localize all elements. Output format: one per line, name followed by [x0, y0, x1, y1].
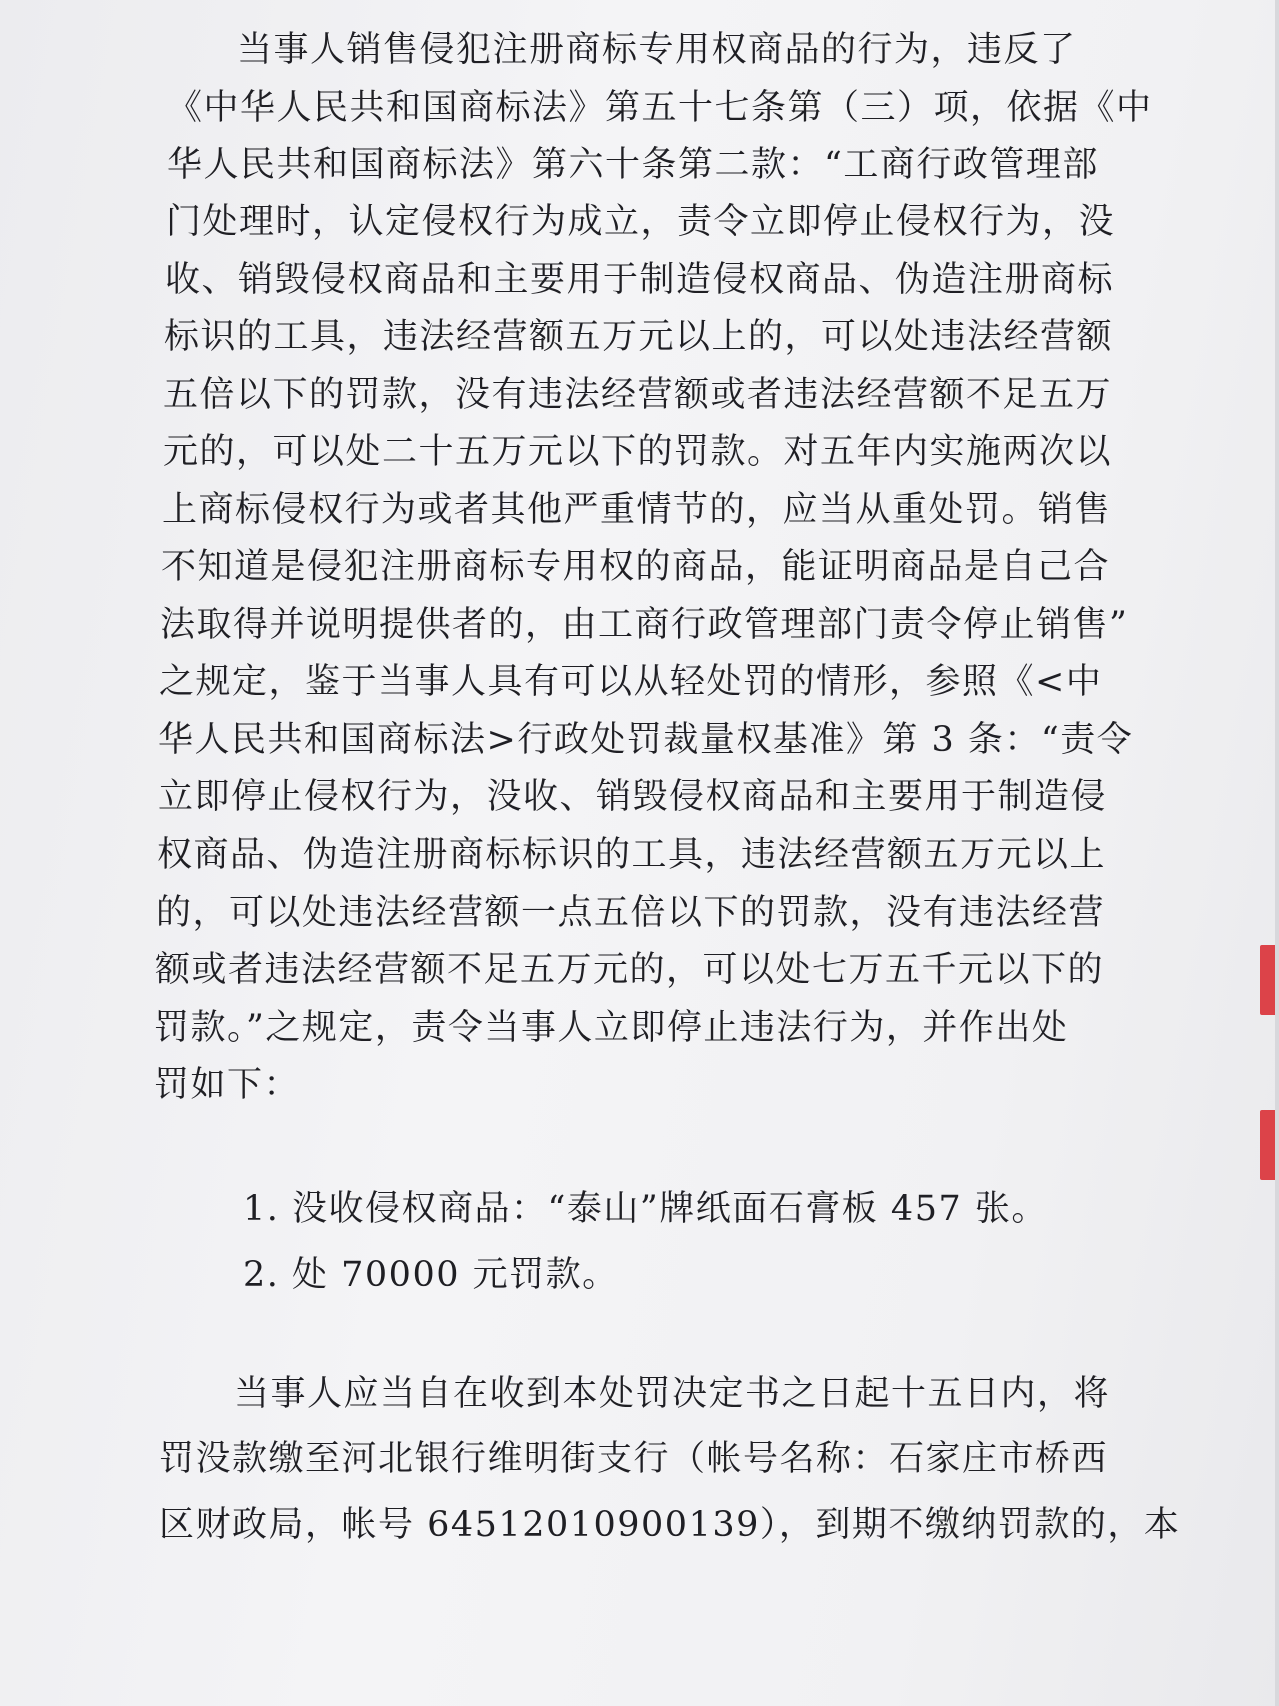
- paragraph-line: 上商标侵权行为或者其他严重情节的，应当从重处罚。销售: [162, 490, 1112, 530]
- paragraph-line: 法取得并说明提供者的，由工商行政管理部门责令停止销售”: [160, 605, 1129, 645]
- paragraph-line: 之规定，鉴于当事人具有可以从轻处罚的情形，参照《<中: [159, 662, 1103, 702]
- paragraph-line: 当事人销售侵犯注册商标专用权商品的行为，违反了: [237, 30, 1077, 70]
- paragraph-line: 元的，可以处二十五万元以下的罚款。对五年内实施两次以: [163, 432, 1113, 472]
- paragraph-line: 的，可以处违法经营额一点五倍以下的罚款，没有违法经营: [156, 893, 1106, 933]
- paragraph-line: 华人民共和国商标法>行政处罚裁量权基准》第 3 条：“责令: [158, 720, 1134, 760]
- paragraph-line: 权商品、伪造注册商标标识的工具，违法经营额五万元以上: [157, 835, 1107, 875]
- paragraph-line: 收、销毁侵权商品和主要用于制造侵权商品、伪造注册商标: [165, 260, 1115, 300]
- paragraph-line: 《中华人民共和国商标法》第五十七条第（三）项，依据《中: [167, 88, 1153, 128]
- paragraph-line: 不知道是侵犯注册商标专用权的商品，能证明商品是自己合: [161, 547, 1111, 587]
- paragraph-line: 罚没款缴至河北银行维明街支行（帐号名称：石家庄市桥西: [159, 1439, 1109, 1479]
- page-edge: [1275, 0, 1279, 1706]
- paragraph-line: 门处理时，认定侵权行为成立，责令立即停止侵权行为，没: [166, 202, 1116, 242]
- penalty-item: 2. 处 70000 元罚款。: [243, 1255, 619, 1295]
- paragraph-line: 当事人应当自在收到本处罚决定书之日起十五日内，将: [234, 1374, 1111, 1414]
- paragraph-line: 区财政局，帐号 64512010900139），到期不缴纳罚款的，本: [159, 1505, 1181, 1545]
- paragraph-line: 额或者违法经营额不足五万元的，可以处七万五千元以下的: [155, 950, 1105, 990]
- paragraph-line: 罚款。”之规定，责令当事人立即停止违法行为，并作出处: [154, 1008, 1069, 1048]
- paragraph-line: 五倍以下的罚款，没有违法经营额或者违法经营额不足五万: [163, 375, 1113, 415]
- penalty-item: 1. 没收侵权商品：“泰山”牌纸面石膏板 457 张。: [243, 1189, 1048, 1229]
- paragraph-line: 立即停止侵权行为，没收、销毁侵权商品和主要用于制造侵: [158, 777, 1108, 817]
- paragraph-line: 标识的工具，违法经营额五万元以上的，可以处违法经营额: [164, 317, 1114, 357]
- paragraph-line: 罚如下：: [154, 1065, 301, 1105]
- paragraph-line: 华人民共和国商标法》第六十条第二款：“工商行政管理部: [167, 145, 1099, 185]
